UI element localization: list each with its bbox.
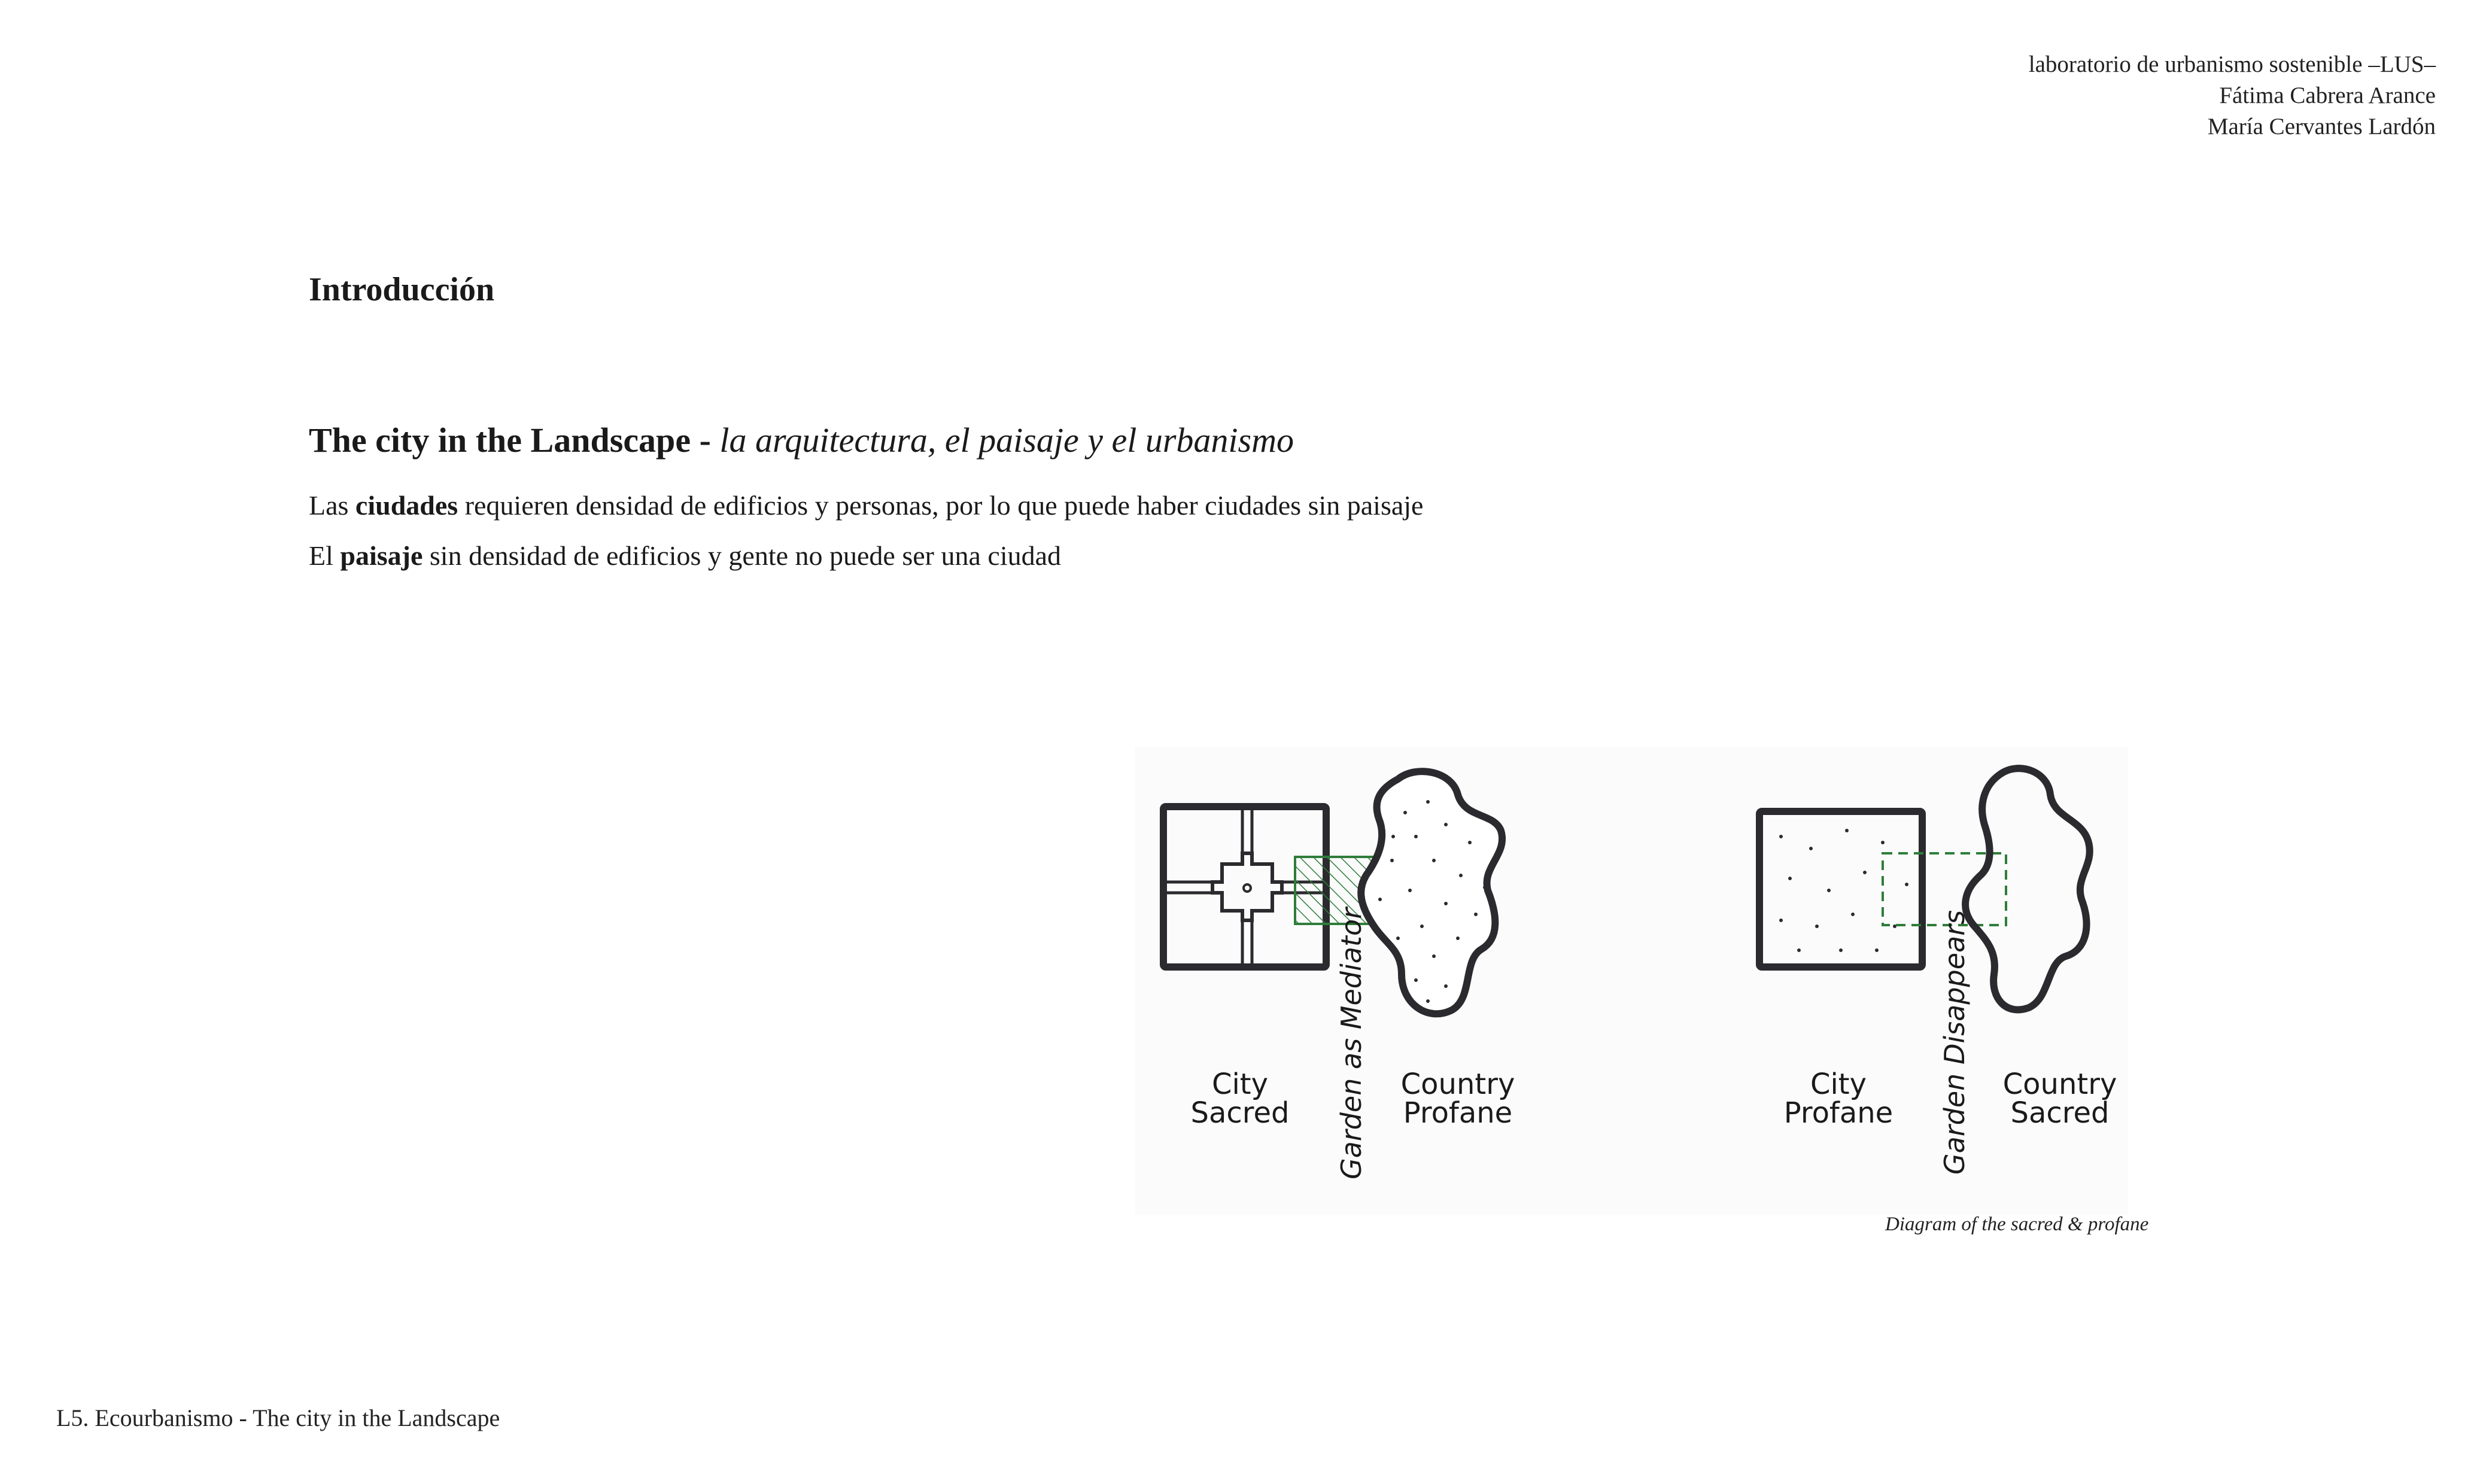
left-country-label-1: Country bbox=[1400, 1068, 1515, 1101]
country-sacred-shape bbox=[1965, 768, 2090, 1009]
sacred-profane-diagram bbox=[1135, 747, 2128, 1215]
author-1: Fátima Cabrera Arance bbox=[2219, 83, 2436, 108]
subtitle-separator: - bbox=[691, 421, 720, 460]
diagram-caption: Diagram of the sacred & profane bbox=[1885, 1214, 2149, 1235]
header-credits bbox=[2029, 49, 2436, 142]
right-country-label-2: Sacred bbox=[2010, 1096, 2110, 1130]
lab-name: laboratorio de urbanismo sostenible –LUS– bbox=[2028, 51, 2436, 77]
p1-bold-word: ciudades bbox=[355, 490, 458, 521]
paragraph-1 bbox=[309, 489, 1423, 521]
diagram-svg bbox=[1135, 747, 2128, 1215]
p2-rest: sin densidad de edificios y gente no puede ser una ciudad bbox=[423, 540, 1062, 571]
p1-prefix: Las bbox=[309, 490, 355, 521]
subtitle-main: The city in the Landscape bbox=[309, 421, 691, 460]
right-city-label-1: City bbox=[1810, 1068, 1867, 1101]
left-country-label-2: Profane bbox=[1403, 1096, 1513, 1130]
right-country-label-1: Country bbox=[2002, 1068, 2117, 1101]
section-title: Introducción bbox=[309, 271, 495, 308]
p2-prefix: El bbox=[309, 540, 341, 571]
p2-bold-word: paisaje bbox=[340, 540, 423, 571]
left-city-label-2: Sacred bbox=[1190, 1096, 1290, 1130]
author-2: María Cervantes Lardón bbox=[2207, 114, 2436, 139]
right-garden-label: Garden Disappears bbox=[1938, 910, 1971, 1175]
city-profane-shape bbox=[1759, 811, 1922, 967]
paragraph-2 bbox=[309, 540, 1061, 571]
subtitle bbox=[309, 420, 1294, 460]
right-city-label-2: Profane bbox=[1783, 1096, 1894, 1130]
subtitle-italic: la arquitectura, el paisaje y el urbanismo bbox=[719, 421, 1294, 460]
left-city-label-1: City bbox=[1211, 1068, 1269, 1101]
page-footer: L5. Ecourbanismo - The city in the Landscape bbox=[56, 1404, 500, 1431]
country-profane-shape bbox=[1361, 771, 1502, 1014]
p1-rest: requieren densidad de edificios y personas, por lo que puede haber ciudades sin paisaje bbox=[458, 490, 1424, 521]
left-garden-label: Garden as Mediator bbox=[1335, 907, 1367, 1180]
